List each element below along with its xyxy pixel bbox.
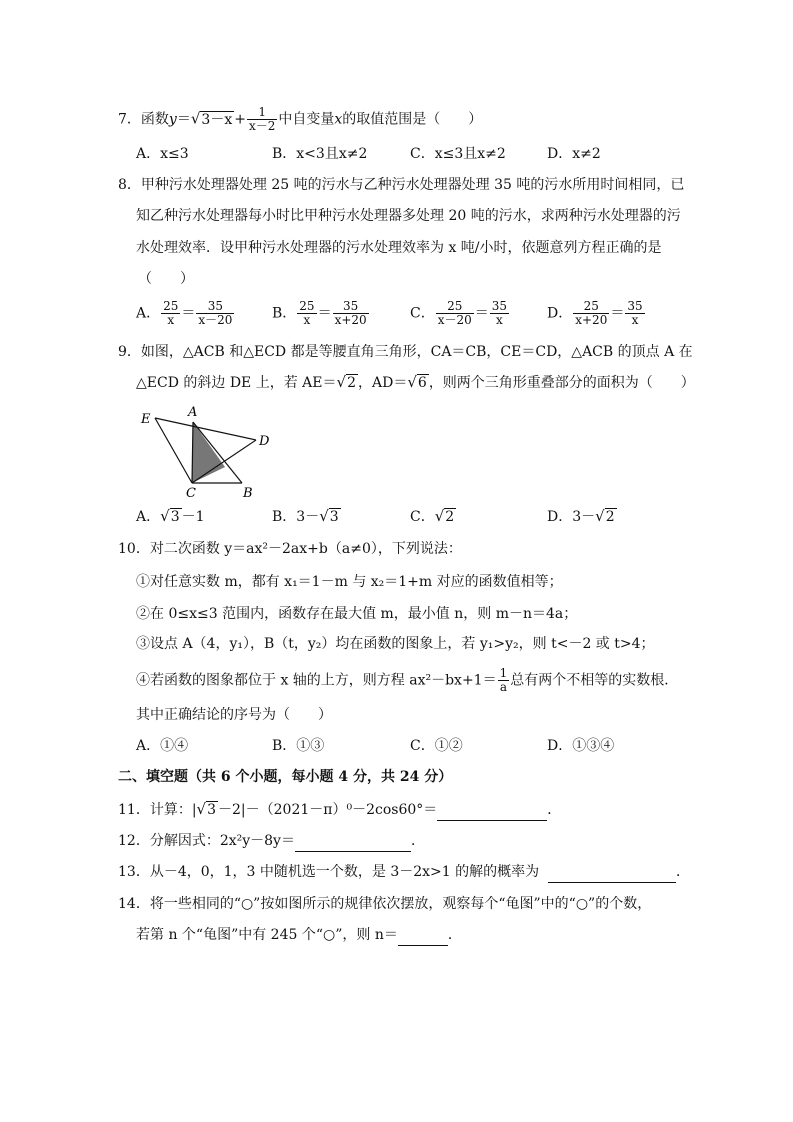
q13: 13．从－4，0，1，3 中随机选一个数，是 3－2x>1 的解的概率为 ．: [118, 862, 690, 883]
segment-ec: [155, 418, 192, 483]
overlap-shaded-region: [192, 422, 225, 483]
q10-ask: 其中正确结论的序号为（ ）: [136, 707, 332, 723]
q13-answer-blank[interactable]: [548, 862, 676, 883]
q8-line-3: 水处理效率．设甲种污水处理器的污水处理效率为 x 吨/小时，依题意列方程正确的是: [136, 240, 662, 256]
section-2-heading: 二、填空题（共 6 个小题，每小题 4 分，共 24 分）: [118, 769, 453, 785]
q14-line-2: 若第 n 个“龟图”中有 245 个“○”，则 n＝ ．: [136, 925, 462, 946]
q9-option-c: C．√2: [410, 507, 455, 525]
q7-option-b: B．x<3且x≠2: [272, 146, 368, 162]
q10-option-d: D．①③④: [547, 738, 615, 754]
q7-option-c: C．x≤3且x≠2: [410, 146, 506, 162]
q9-option-b: B．3－√3: [272, 507, 339, 525]
q12-answer-blank[interactable]: [295, 831, 411, 852]
q10-option-a: A．①④: [136, 738, 189, 754]
q8-option-c: C． $\frac{25}{x-20}$ ＝ $\frac{35}{x}$: [410, 299, 508, 327]
q9-figure: [130, 400, 280, 500]
label-e: E: [141, 412, 151, 427]
q10-statement-4: ④若函数的图象都位于 x 轴的上方，则方程 ax²－bx+1＝ $\frac{1}{a}$ 总有两个不相等的实数根．: [136, 666, 679, 694]
label-d: D: [259, 434, 270, 449]
q14-line-1: 14．将一些相同的“○”按如图所示的规律依次摆放，观察每个“龟图”中的“○”的个数，: [118, 896, 652, 912]
q9-option-a: A．√3 －1: [136, 507, 205, 525]
label-c: C: [186, 486, 196, 500]
q7-option-d: D．x≠2: [547, 146, 601, 162]
q8-line-1: 8．甲种污水处理器处理 25 吨的污水与乙种污水处理器处理 35 吨的污水所用时间相同，已: [118, 177, 685, 193]
q10-statement-2: ②在 0≤x≤3 范围内，函数存在最大值 m，最小值 n，则 m－n＝4a；: [136, 606, 578, 622]
q8-line-4: （ ）: [138, 271, 194, 287]
q7-option-a: A．x≤3: [136, 146, 189, 162]
q8-line-2: 知乙种污水处理器每小时比甲种污水处理器多处理 20 吨的污水，求两种污水处理器的污: [136, 208, 681, 224]
q10-option-b: B．①③: [272, 738, 325, 754]
q11: 11．计算：|√3 －2|－（2021－π）⁰－2cos60°＝ ．: [118, 799, 561, 821]
q10-statement-3: ③设点 A（4，y₁），B（t，y₂）均在函数的图象上，若 y₁>y₂，则 t<－2 或 t>4；: [136, 636, 655, 652]
q9-line-1: 9．如图，△ACB 和△ECD 都是等腰直角三角形，CA＝CB，CE＝CD，△ACB 的顶点 A 在: [118, 344, 693, 360]
q9-line-2: △ECD 的斜边 DE 上，若 AE＝√2 ，AD＝√6 ，则两个三角形重叠部分的面积为（ ）: [136, 373, 695, 391]
q8-option-d: D． $\frac{25}{x+20}$ ＝ $\frac{35}{x}$: [547, 299, 643, 327]
label-a: A: [188, 405, 198, 420]
q7-stem: 7．函数y＝√3－x + $\frac{1}{x-2}$ 中自变量x的取值范围是（ ）: [118, 105, 483, 133]
q14-answer-blank[interactable]: [398, 925, 448, 946]
q10-stem: 10．对二次函数 y＝ax²－2ax+b（a≠0），下列说法：: [118, 541, 462, 557]
q10-option-c: C．①②: [410, 738, 463, 754]
q8-option-b: B． $\frac{25}{x}$ ＝ $\frac{35}{x+20}$: [272, 299, 367, 327]
q12: 12．分解因式：2x²y－8y＝ ．: [118, 831, 425, 852]
q11-answer-blank[interactable]: [437, 800, 547, 821]
q9-option-d: D．3－√2: [547, 507, 615, 525]
q10-statement-1: ①对任意实数 m，都有 x₁＝1－m 与 x₂＝1+m 对应的函数值相等；: [136, 574, 563, 590]
label-b: B: [243, 486, 253, 500]
q8-option-a: A． $\frac{25}{x}$ ＝ $\frac{35}{x-20}$: [136, 299, 233, 327]
